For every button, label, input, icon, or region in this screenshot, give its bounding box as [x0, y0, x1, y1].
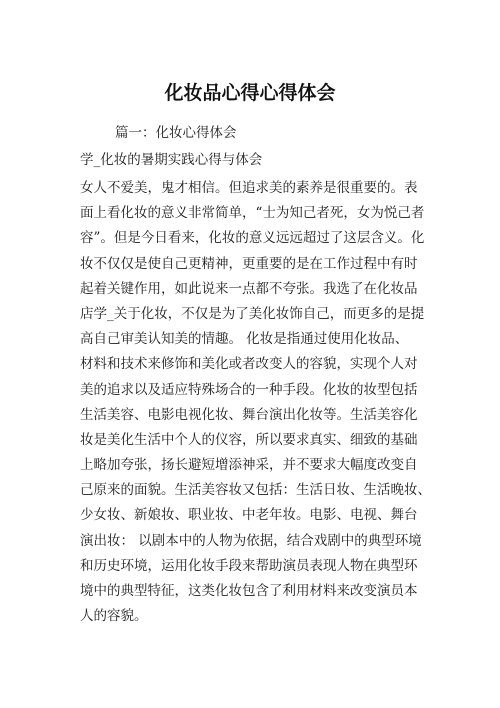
body-line: 美的追求以及适应特殊场合的一种手段。化妆的妆型包括 [80, 381, 418, 398]
section-heading: 篇一：化妆心得体会 [115, 125, 237, 141]
body-line: 己原来的面貌。生活美容妆又包括：生活日妆、生活晚妆、 [80, 482, 431, 499]
body-line: 材料和技术来修饰和美化或者改变人的容貌，实现个人对 [80, 356, 418, 373]
body-paragraph [80, 176, 431, 629]
body-line: 少女妆、新娘妆、职业妆、中老年妆。电影、电视、舞台 [80, 507, 418, 524]
document-title: 化妆品心得心得体会 [164, 82, 336, 104]
body-line: 演出妆： 以剧本中的人物为依据，结合戏剧中的典型环境 [80, 532, 422, 549]
body-line: 和历史环境，运用化妆手段来帮助演员表现人物在典型环 [80, 557, 418, 574]
body-line: 妆是美化生活中个人的仪容，所以要求真实、细致的基础 [80, 431, 418, 448]
body-line: 妆不仅仅是使自己更精神，更重要的是在工作过程中有时 [80, 255, 418, 272]
body-line: 生活美容、电影电视化妆、舞台演出化妆等。生活美容化 [80, 406, 418, 423]
body-line: 境中的典型特征，这类化妆包含了利用材料来改变演员本 [80, 583, 418, 599]
body-line: 女人不爱美，鬼才相信。但追求美的素养是很重要的。表 [80, 180, 418, 196]
body-line: 人的容貌。 [80, 608, 148, 625]
body-line: 容”。但是今日看来，化妆的意义远远超过了这层含义。化 [80, 230, 425, 247]
body-line: 高自己审美认知美的情趣。 化妆是指通过使用化妆品、 [80, 331, 409, 348]
body-line: 面上看化妆的意义非常简单，“士为知己者死，女为悦己者 [80, 205, 425, 222]
body-line: 店学_关于化妆，不仅是为了美化妆饰自己，而更多的是提 [80, 305, 425, 322]
body-line: 起着关键作用，如此说来一点都不夸张。我选了在化妆品 [80, 280, 418, 297]
body-line: 上略加夸张，扬长避短增添神采，并不要求大幅度改变自 [80, 457, 418, 474]
section-subtitle: 学_化妆的暑期实践心得与体会 [80, 152, 263, 168]
